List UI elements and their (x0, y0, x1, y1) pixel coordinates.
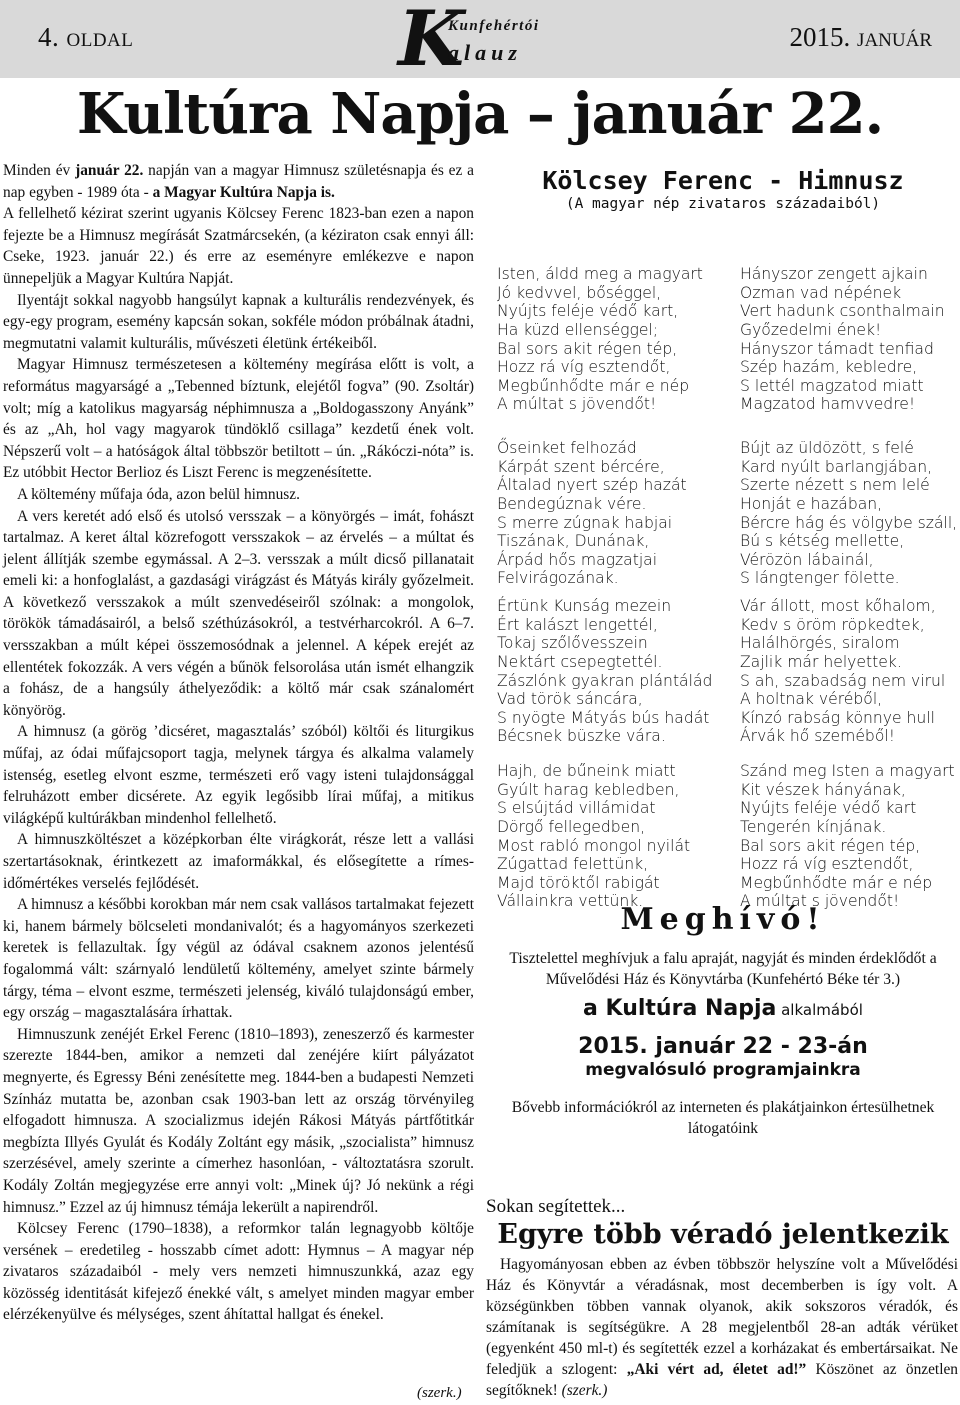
verse-line: Kit vészek hányának, (740, 780, 906, 799)
invitation-info: Bővebb információkról az interneten és plakátjainkon értesülhetnek látogatóink (511, 1099, 935, 1137)
article-paragraph: Himnuszunk zenéjét Erkel Ferenc (1810–1893), zeneszerző és karmester szerezte 1844-ben, amikor a nemzeti dal zenéjére kiírt pályázatot megnyerte, és Egressy Béni zenésítette meg. 1844-ben a budapesti Nemzeti Színház mutatta be, azonban csak 1903-ban lett az ország törvényileg elfogadott himnusza. A szocializmus idején Rákosi Mátyás pártfőtitkár megbízta Illyés Gyulát és Kodály Zoltánt egy másik, „szocialista” himnusz szerzésével, amely szerinte a címerhez hasonlóan, - változtatásra szorult. Kodály Zoltán megjegyzése erre annyi volt: „Minek új? Jó nekünk a régi himnusz.” Ezzel az új himnusz témája lekerült a napirendről. (3, 1025, 474, 1216)
article-paragraph: Ilyentájt sokkal nagyobb hangsúlyt kapnak a kulturális rendezvények, és egy-egy program, esemény kapcsán sokan, sokféle módon próbálnak átadni, megmutatni valamit kulturális, művészeti életünk értékeiből. (3, 291, 474, 352)
verse-line: S lettél magzatod miatt (740, 376, 924, 395)
invitation-title: Meghívó! (620, 902, 826, 937)
verse-line: Ha küzd ellenséggel; (497, 320, 659, 339)
verse-line: Tiszának, Dunának, (497, 532, 650, 551)
article-paragraph: Magyar Himnusz természetesen a költemény megírása előtt is volt, a református magyarságé a „Tebenned bíztunk, elejétől fogva” (90. Zsoltár) volt; míg a katolikus magyarság néphimnusza a „Boldogasszony Anyánk” és az „Ah, hol vagy magyarok tündöklő csillaga” kezdetű ének volt. Népszerű volt – a hatóságok által többször betiltott – ún. „Rákóczi-nóta” is. Ez utóbbit Hector Berlioz és Liszt Ferenc is megzenésítette. (3, 356, 474, 482)
verse-line: Ért kalászt lengettél, (497, 615, 658, 634)
article-paragraph: A himnusz (a görög ’dicséret, magasztalás’ szóból) költői és liturgikus műfaj, az ódai műfajcsoport tagja, melynek tárgya és alkalma valamely istenség, esetleg elvont eszme, természeti erő vagy isteni tulajdonsággal felruházott ember dicsérete. Az egyik legősibb lírai műfaj, a mitikus világképű kultúrákban mindenhol fellelhető. (3, 723, 474, 827)
verse-line: S elsújtád villámidat (497, 799, 656, 818)
verse-line: Honját e hazában, (740, 494, 883, 513)
text-run: Hagyományosan ebben az évben többször helyszíne volt a Művelődési Ház és Könyvtár a véradásnak, most decemberben is így volt. A községünkben többen vannak olyanok, akik sokszoros véradók, és számítanak is segítségükre. A 28 megjelentből 28-an adták vérüket (egyenként 450 ml-t) és segítették ezzel a korházakat és embertársaikat. Ne feledjük a szlogent: (486, 1256, 958, 1378)
verse-line: Szánd meg Isten a magyart (740, 762, 955, 781)
verse-line: Nyújts feléje védő kart, (497, 302, 679, 321)
bold-date: január 22. (75, 162, 144, 179)
article-paragraph: A himnuszköltészet a középkorban élte virágkorát, része lett a vallási szertartásoknak, érintkezett az imaformákkal, és elősegítette a rímes-időmértékes verselés fejlődését. (3, 831, 474, 892)
article-paragraph: Kölcsey Ferenc (1790–1838), a reformkor talán legnagyobb költője versének – eredetileg - hosszabb címet adott: Hymnus – A magyar nép zivataros századaiból - mely vers nemzeti himnuszunkká, azaz egy közösség identitását kifejező énekké vált, s amelyet minden magyar ember elérzékenyülve és mélységes, szent áhítattal hallgat és énekel. (3, 1220, 474, 1324)
verse-line: Bendegúznak vére. (497, 494, 647, 513)
verse-line: A holtnak véréből, (740, 690, 883, 709)
verse-line: S lángtenger fölette. (740, 569, 900, 588)
verse-line: Megbűnhődte már e nép (740, 873, 933, 892)
verse-line: Hányszor támadt tenfiad (740, 339, 934, 358)
verse-line: Isten, áldd meg a magyart (497, 265, 703, 284)
bold-phrase: a Magyar Kultúra Napja is. (152, 183, 335, 201)
verse-line: Majd töröktől rabigát (497, 873, 660, 892)
verse-line: Ozman vad népének (740, 283, 902, 302)
verse-line: Általad nyert szép hazát (497, 476, 687, 495)
verse-line: Magzatod hamvvedre! (740, 395, 916, 414)
invitation-date: 2015. január 22 - 23-án (578, 1034, 868, 1059)
hymn-title: Kölcsey Ferenc - Himnusz (542, 166, 904, 195)
verse-line: Őseinket felhozád (497, 439, 637, 458)
text-run: Minden év (3, 162, 76, 179)
verse-line: Bújt az üldözött, s felé (740, 439, 914, 458)
donor-headline: Egyre több véradó jelentkezik (497, 1219, 949, 1250)
invitation-event (486, 996, 960, 1021)
donor-slogan: „Aki vért ad, életet ad!” (626, 1361, 807, 1378)
masthead-logo (398, 0, 558, 83)
verse-line: Kard nyúlt barlangjában, (740, 457, 933, 476)
verse-line: Nyújts feléje védő kart (740, 799, 917, 818)
article-paragraph: A vers keretét adó első és utolsó versszak – a könyörgés – imát, fohászt tartalmaz. A keret által közrefogott versszakok – az érvelés – a múltat és jelent állítják szembe egymással. A 2–3. versszak a múlt dicső pillanatait emeli ki: a honfoglalást, a gazdasági virágzást és Mátyás király győzelmeit. A következő versszakok a múlt szenvedéseiről szólnak: a mongolok, törökök támadásairól, a belső széthúzásokról, a testvérharcokról. A 6–7. versszakban a múlt képei összemosódnak a jelennel. A képek erejét az ellentétek fokozzák. A vers végén a bűnök felsorolása után ismét elhangzik a fohász, de a hangsúly áthelyeződik: a költő már csak szánalomért könyörög. (3, 507, 474, 719)
verse-line: Kárpát szent bércére, (497, 457, 665, 476)
verse-line: Halálhörgés, siralom (740, 634, 900, 653)
verse-line: Megbűnhődte már e nép (497, 376, 690, 395)
donor-kicker: Sokan segítettek... (486, 1196, 626, 1217)
verse-line: Kínzó rabság könnye hull (740, 708, 935, 727)
verse-line: Értünk Kunság mezein (497, 597, 672, 616)
page-number: 4. oldal (38, 22, 134, 52)
verse-line: Vállainkra vettünk. (497, 892, 644, 911)
verse-line: Hajh, de bűneink miatt (497, 762, 676, 781)
text-run: Köszönet az önzetlen segítőknek! (486, 1361, 958, 1399)
logo-rest-text: alauz (448, 40, 522, 65)
verse-line: Vad török sáncára, (497, 690, 643, 709)
verse-line: Tokaj szőlővesszein (497, 634, 648, 653)
verse-line: Árpád hős magzatjai (497, 550, 658, 569)
verse-line: Gyúlt harag kebledben, (497, 780, 680, 799)
verse-line: Győzedelmi ének! (740, 320, 882, 339)
verse-line: Bal sors akit régen tép, (740, 836, 921, 855)
text-run: napján van a magyar Himnusz születésnapja és ez a nap egyben - 1989 óta - (3, 162, 474, 201)
verse-line: S nyögte Mátyás bús hadát (497, 708, 710, 727)
verse-line: Vert hadunk csonthalmain (740, 302, 945, 321)
verse-line: Nektárt csepegtettél. (497, 652, 663, 671)
verse-line: Dörgő fellegedben, (497, 817, 646, 836)
verse-line: Vérözön lábainál, (740, 550, 874, 569)
invitation-box (486, 900, 960, 1139)
logo-letter-k: K (398, 0, 465, 83)
page-title: Kultúra Napja – január 22. (76, 81, 884, 147)
article-paragraph (3, 160, 474, 203)
article-paragraph: A fellelhető kézirat szerint ugyanis Kölcsey Ferenc 1823-ban ezen a napon fejezte be a Himnusz megírását Szatmárcsekén, (a kézirаton csak ennyi áll: Cseke, 1923. január 22.) és erre az eseményre emlékezve e napon ünnepeljük a Magyar Kultúra Napját. (3, 205, 474, 287)
logo-small-text: Kunfehértói (448, 18, 540, 34)
verse-line: Szép hazám, kebledre, (740, 358, 918, 377)
verse-line: S ah, szabadság nem virul (740, 671, 946, 690)
verse-line: Zúgattad felettünk, (497, 855, 649, 874)
verse-line: Árvák hő szeméből! (740, 727, 895, 746)
article-body (3, 160, 474, 1326)
verse-line: Vár állott, most kőhalom, (740, 597, 936, 616)
verse-line: Bércre hág és völgybe száll, (740, 513, 958, 532)
verse-line: S merre zúgnak habjai (497, 513, 673, 532)
verse-line: Bú s kétség mellette, (740, 532, 905, 551)
article-signature: (szerk.) (417, 1385, 462, 1401)
verse-line: Szerte nézett s nem lelé (740, 476, 930, 495)
donor-article (486, 1254, 958, 1401)
event-suffix: alkalmából (776, 1001, 863, 1019)
verse-line: Most rabló mongol nyilát (497, 836, 691, 855)
verse-line: A múltat s jövendőt! (497, 395, 657, 414)
verse-line: Tengerén kínjának. (740, 817, 887, 836)
verse-line: Kedv s öröm röpkedtek, (740, 615, 925, 634)
invitation-text: Tisztelettel meghívjuk a falu apraját, nagyját és minden érdeklődőt a Művelődési Ház és Könyvtárba (Kunfehértó Béke tér 3.) (509, 950, 937, 988)
verse-line: Hozz rá víg esztendőt, (740, 855, 914, 874)
verse-line: Zászlónk gyakran plántálád (497, 671, 713, 690)
donor-signature: (szerk.) (561, 1382, 608, 1399)
verse-line: Bécsnek büszke vára. (497, 727, 666, 746)
donor-paragraph (486, 1254, 958, 1401)
hymn-stanza-8 (740, 725, 955, 930)
article-paragraph: A himnusz a későbbi korokban már nem csak vallásos tartalmakat fejezett ki, hanem bármely bölcseleti mondanivalót; és a hagyományos szerkezeti keretek is fellazultak. Így végül az ódával csaknem azonos jelentésű fogalommá vált: szárnyaló lendületű költemény, amelyet szinte bármely tárgy, téma – elvont eszme, természeti jelenség, kiváló tulajdonságú ember, egy ország – magasztalására írhattak. (3, 896, 474, 1022)
invitation-date-sub: megvalósuló programjainkra (585, 1060, 861, 1080)
verse-line: Jó kedvvel, bőséggel, (497, 283, 662, 302)
verse-line: Felvirágozának. (497, 569, 619, 588)
hymn-stanza-4 (497, 725, 690, 930)
event-name: a Kultúra Napja (583, 996, 777, 1021)
page-header (0, 0, 960, 83)
article-paragraph: A költemény műfaja óda, azon belül himnusz. (17, 485, 300, 503)
issue-date: 2015. január (789, 22, 932, 52)
verse-line: Zajlik már helyettek. (740, 652, 902, 671)
verse-line: Hányszor zengett ajkain (740, 265, 928, 284)
hymn-subtitle: (A magyar nép zivataros századaiból) (565, 196, 881, 212)
verse-line: Hozz rá víg esztendőt, (497, 358, 671, 377)
verse-line: A múltat s jövendőt! (740, 892, 900, 911)
verse-line: Bal sors akit régen tép, (497, 339, 678, 358)
